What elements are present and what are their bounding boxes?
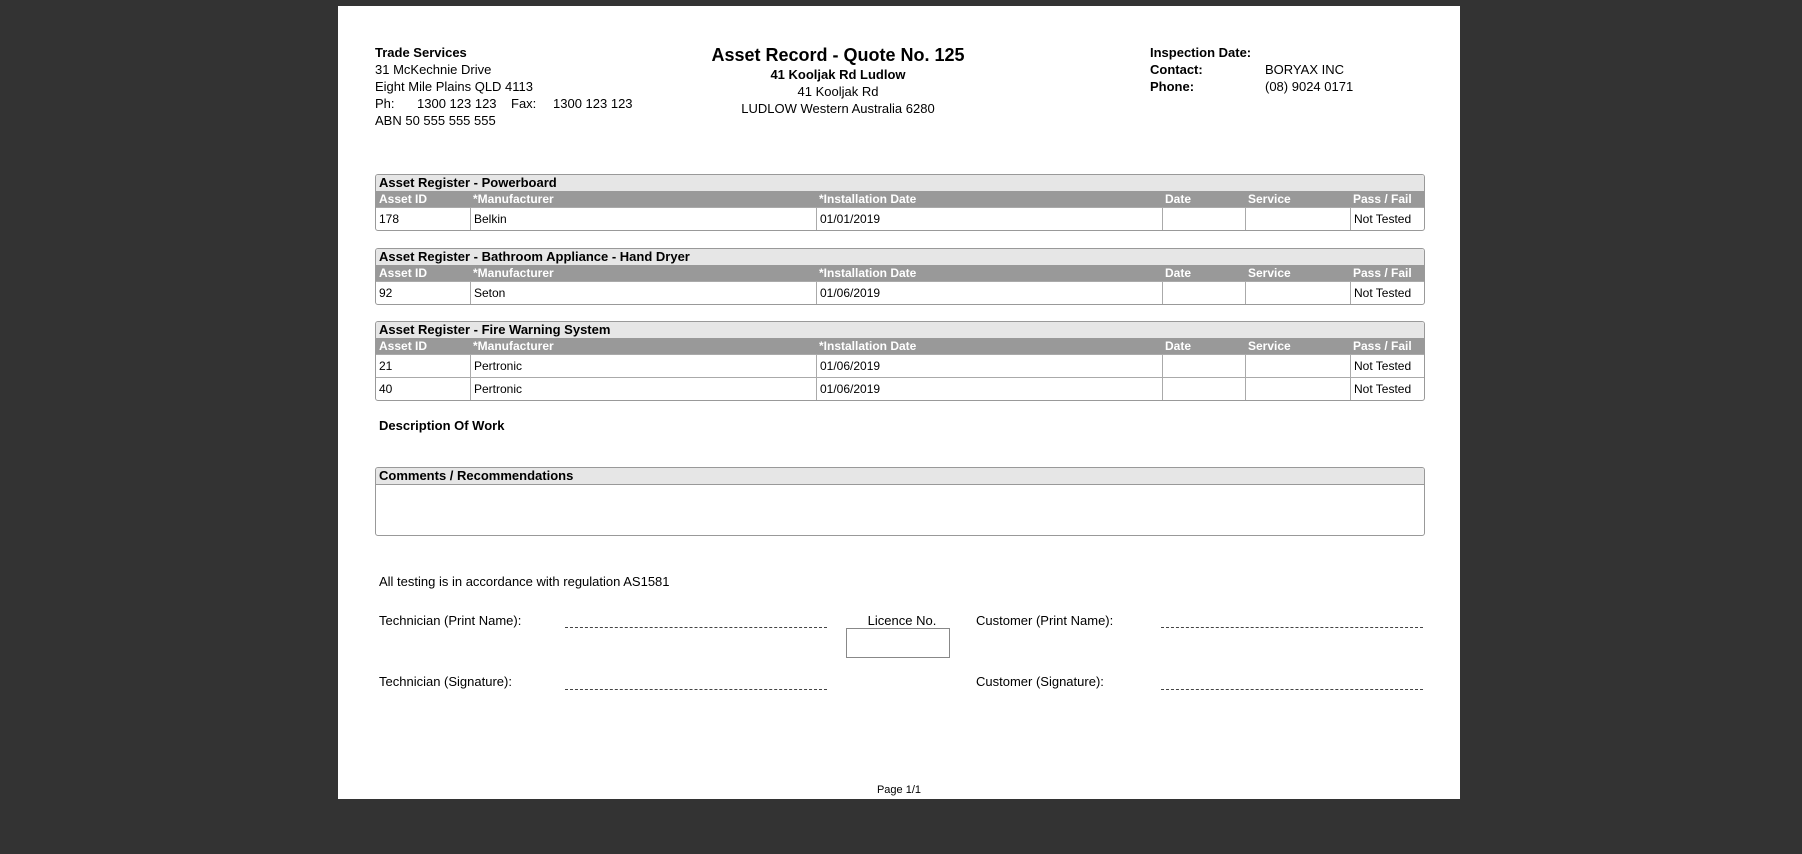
col-service: Service <box>1248 266 1291 280</box>
table-row <box>376 377 1424 400</box>
register-header-row <box>376 338 1424 354</box>
cell-installation-date: 01/01/2019 <box>816 208 1162 230</box>
cell-manufacturer: Belkin <box>470 208 816 230</box>
site-address-2: LUDLOW Western Australia 6280 <box>741 101 935 116</box>
page-title: Asset Record - Quote No. 125 <box>711 45 965 65</box>
regulation-note: All testing is in accordance with regulation AS1581 <box>379 574 670 589</box>
cell-date <box>1162 282 1245 304</box>
col-pass-fail: Pass / Fail <box>1353 266 1412 280</box>
technician-print-name-label: Technician (Print Name): <box>379 613 522 628</box>
document-page <box>338 6 1460 799</box>
description-of-work-heading: Description Of Work <box>379 418 505 433</box>
col-asset-id: Asset ID <box>379 339 428 353</box>
cell-asset-id: 92 <box>379 286 393 300</box>
customer-print-name-line <box>1161 627 1423 628</box>
licence-box <box>846 628 950 658</box>
cell-asset-id: 21 <box>379 359 393 373</box>
technician-print-name-line <box>565 627 827 628</box>
cell-pass-fail: Not Tested <box>1350 355 1424 377</box>
col-date: Date <box>1165 192 1192 206</box>
company-block <box>375 44 633 129</box>
page-number: Page 1/1 <box>876 784 922 796</box>
site-address-1: 41 Kooljak Rd <box>797 84 879 99</box>
phone-label: Ph: <box>375 96 395 111</box>
cell-pass-fail: Not Tested <box>1350 282 1424 304</box>
cell-date <box>1162 208 1245 230</box>
col-installation-date: *Installation Date <box>819 192 917 206</box>
phone-label: Phone: <box>1150 79 1195 94</box>
cell-installation-date: 01/06/2019 <box>816 282 1162 304</box>
phone-value: (08) 9024 0171 <box>1265 79 1354 94</box>
asset-register-powerboard <box>375 174 1425 231</box>
cell-date <box>1162 378 1245 400</box>
asset-register-fire-warning <box>375 321 1425 401</box>
company-phone-row <box>375 95 633 112</box>
fax-value: 1300 123 123 <box>553 96 633 111</box>
customer-print-name-label: Customer (Print Name): <box>976 613 1114 628</box>
cell-date <box>1162 355 1245 377</box>
cell-pass-fail: Not Tested <box>1350 208 1424 230</box>
col-installation-date: *Installation Date <box>819 266 917 280</box>
col-manufacturer: *Manufacturer <box>473 192 554 206</box>
col-asset-id: Asset ID <box>379 192 428 206</box>
contact-label: Contact: <box>1150 62 1203 77</box>
col-manufacturer: *Manufacturer <box>473 266 554 280</box>
cell-manufacturer: Pertronic <box>470 378 816 400</box>
title-block <box>698 44 978 117</box>
col-service: Service <box>1248 192 1291 206</box>
cell-installation-date: 01/06/2019 <box>816 378 1162 400</box>
table-row <box>376 354 1424 377</box>
register-header-row <box>376 265 1424 281</box>
register-title: Asset Register - Fire Warning System <box>376 322 1424 338</box>
col-service: Service <box>1248 339 1291 353</box>
cell-manufacturer: Seton <box>470 282 816 304</box>
inspection-date-label: Inspection Date: <box>1150 45 1252 60</box>
col-pass-fail: Pass / Fail <box>1353 192 1412 206</box>
technician-signature-label: Technician (Signature): <box>379 674 512 689</box>
company-name: Trade Services <box>375 45 467 60</box>
comments-title: Comments / Recommendations <box>376 468 1424 485</box>
cell-asset-id: 178 <box>379 212 400 226</box>
customer-signature-label: Customer (Signature): <box>976 674 1104 689</box>
technician-signature-line <box>565 689 827 690</box>
contact-value: BORYAX INC <box>1265 62 1344 77</box>
cell-manufacturer: Pertronic <box>470 355 816 377</box>
cell-asset-id: 40 <box>379 382 393 396</box>
asset-register-hand-dryer <box>375 248 1425 305</box>
cell-service <box>1245 378 1350 400</box>
comments-box <box>375 467 1425 536</box>
table-row <box>376 281 1424 304</box>
company-address-1: 31 McKechnie Drive <box>375 62 492 77</box>
fax-label: Fax: <box>511 96 537 111</box>
col-asset-id: Asset ID <box>379 266 428 280</box>
cell-service <box>1245 208 1350 230</box>
col-date: Date <box>1165 339 1192 353</box>
site-name: 41 Kooljak Rd Ludlow <box>770 67 906 82</box>
col-pass-fail: Pass / Fail <box>1353 339 1412 353</box>
col-installation-date: *Installation Date <box>819 339 917 353</box>
col-date: Date <box>1165 266 1192 280</box>
table-row <box>376 207 1424 230</box>
cell-pass-fail: Not Tested <box>1350 378 1424 400</box>
customer-signature-line <box>1161 689 1423 690</box>
company-abn: ABN 50 555 555 555 <box>375 113 496 128</box>
col-manufacturer: *Manufacturer <box>473 339 554 353</box>
register-title: Asset Register - Bathroom Appliance - Hand Dryer <box>376 249 1424 265</box>
licence-label: Licence No. <box>867 613 937 628</box>
cell-installation-date: 01/06/2019 <box>816 355 1162 377</box>
inspection-info <box>1150 44 1353 95</box>
register-title: Asset Register - Powerboard <box>376 175 1424 191</box>
register-header-row <box>376 191 1424 207</box>
cell-service <box>1245 282 1350 304</box>
cell-service <box>1245 355 1350 377</box>
company-address-2: Eight Mile Plains QLD 4113 <box>375 79 534 94</box>
phone-value: 1300 123 123 <box>417 96 497 111</box>
